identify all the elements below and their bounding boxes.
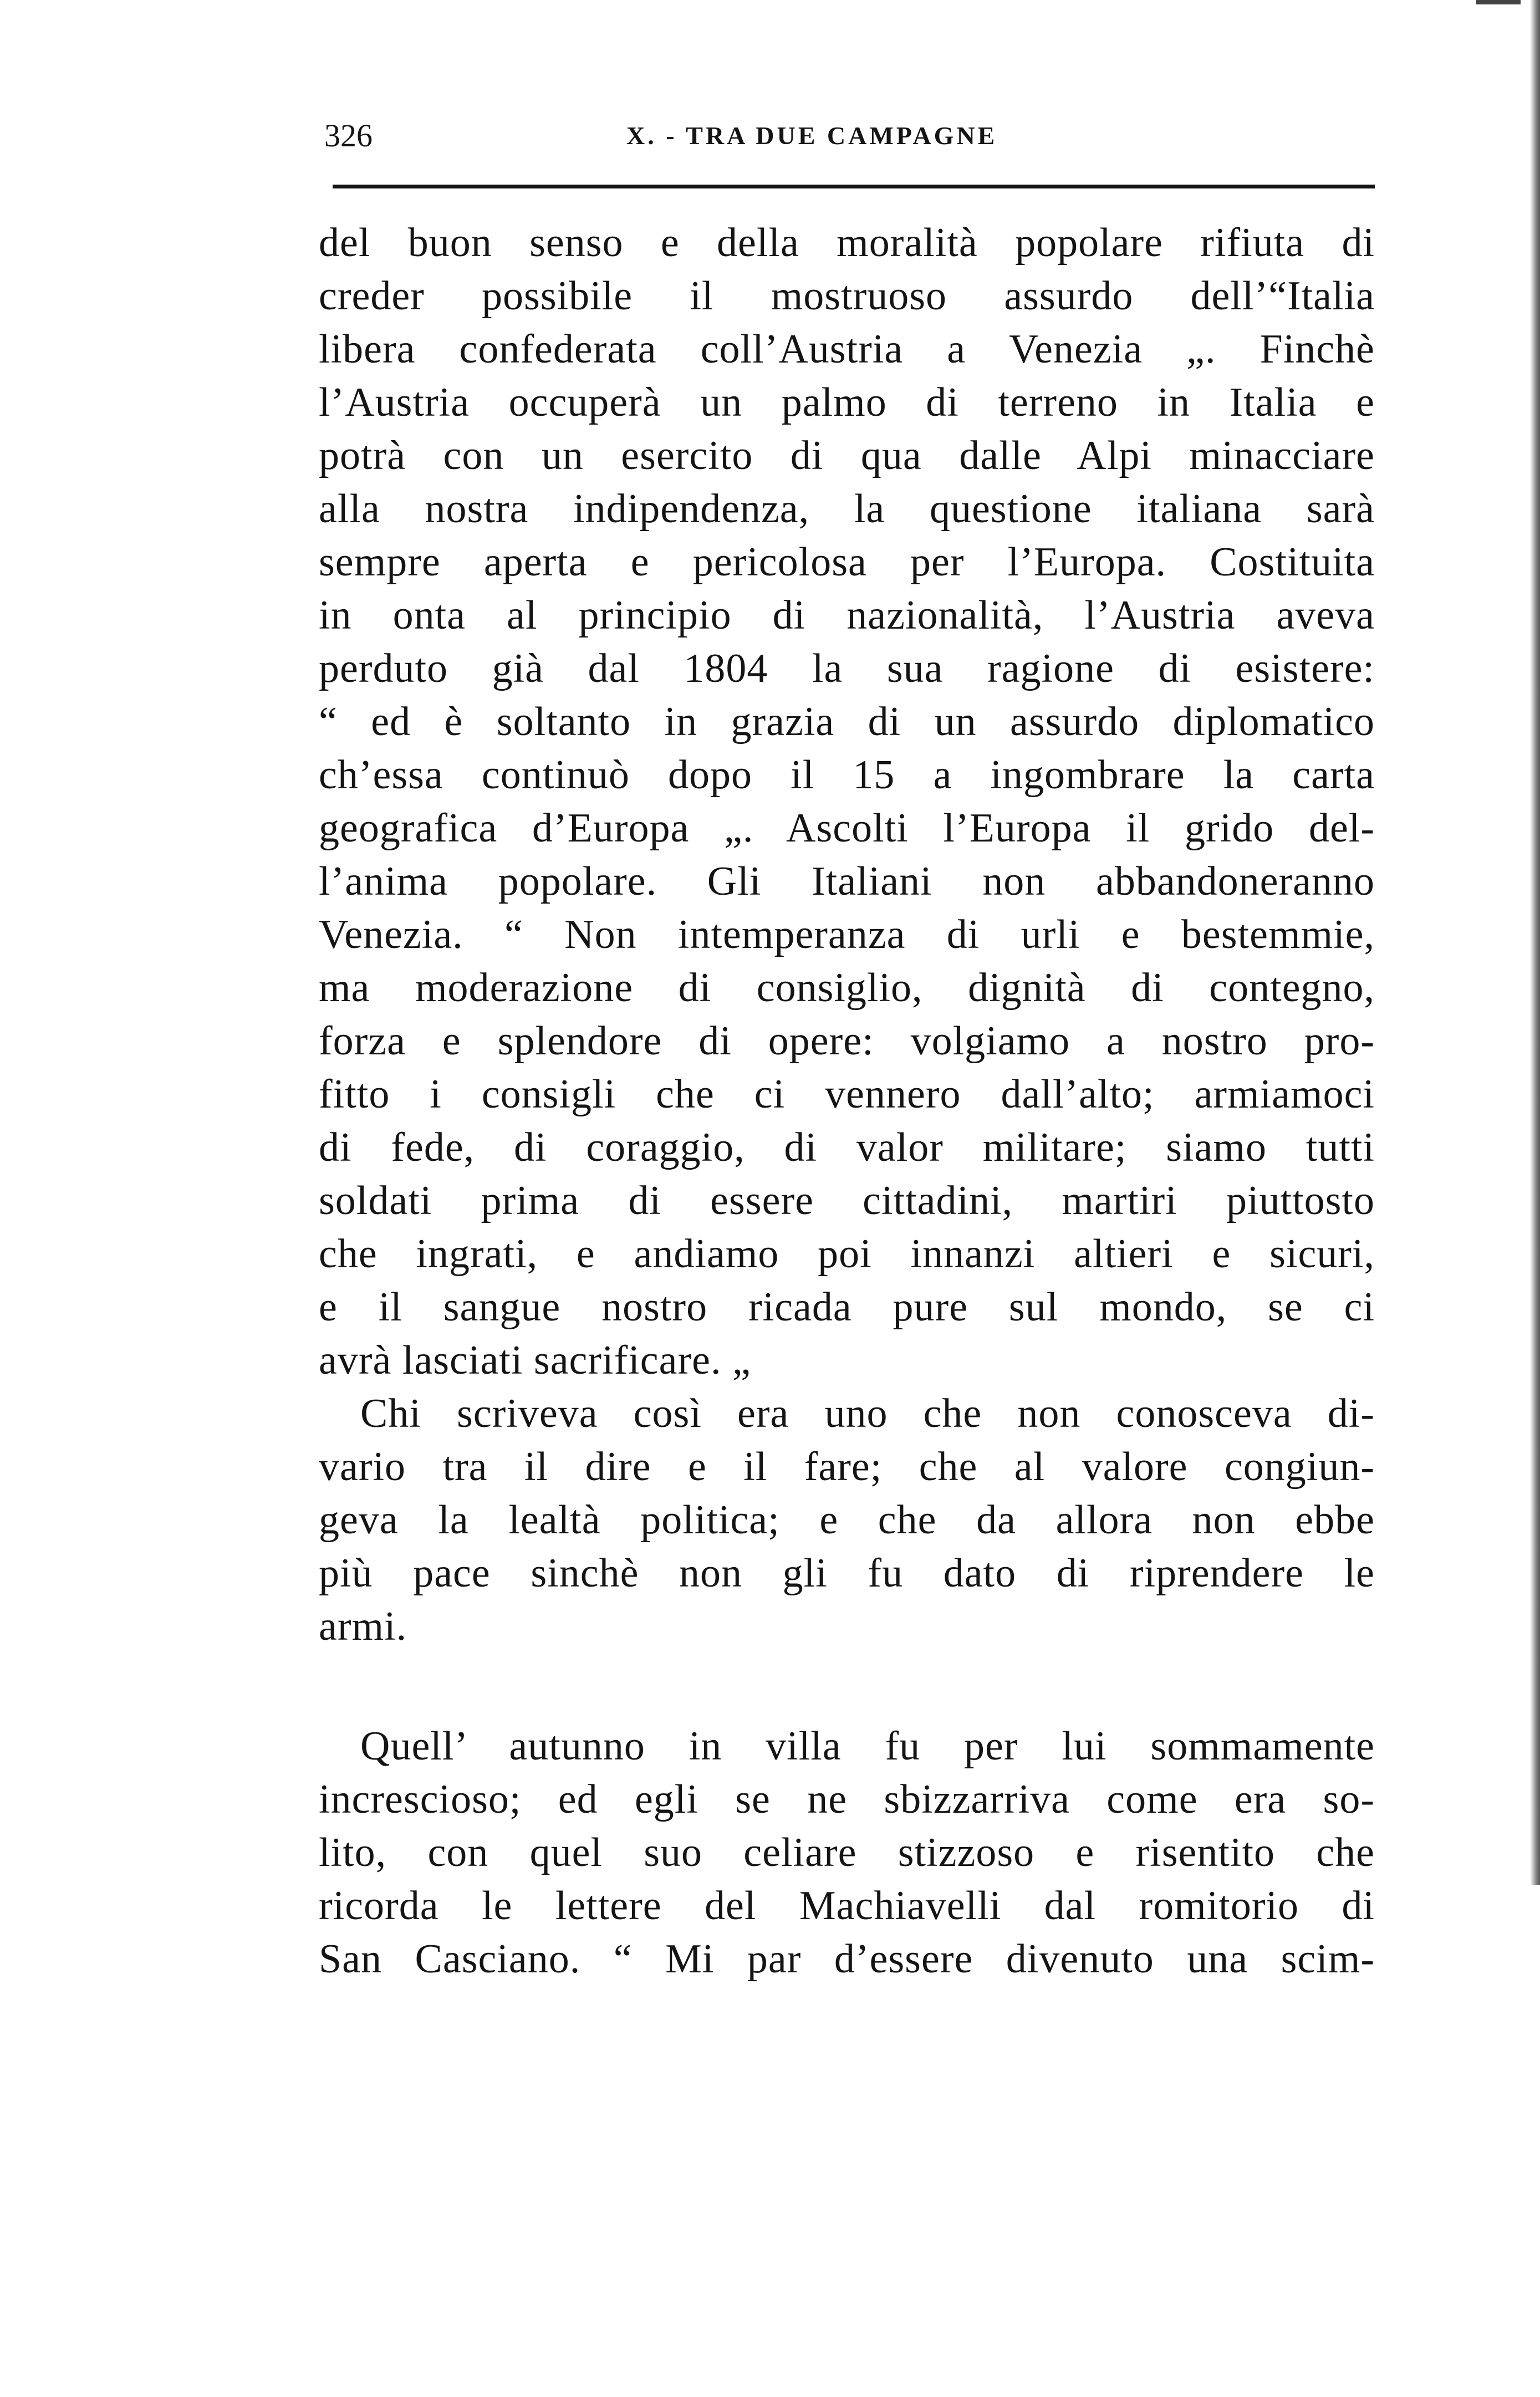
text-line: geografica d’Europa „. Ascolti l’Europa il grido del-: [319, 805, 1375, 851]
running-head: X. - TRA DUE CAMPAGNE: [626, 121, 998, 150]
text-line: ch’essa continuò dopo il 15 a ingombrare la carta: [319, 752, 1375, 798]
paragraph-2: [319, 1387, 1375, 1653]
text-line: l’Austria occuperà un palmo di terreno in Italia e: [319, 380, 1375, 425]
paragraph-gap: [319, 1653, 1375, 1720]
paragraph-1: [319, 216, 1375, 1387]
body-text: [319, 216, 1375, 1986]
page-header: [324, 114, 1378, 158]
text-line: increscioso; ed egli se ne sbizzarriva come era so-: [319, 1777, 1375, 1822]
text-line: vario tra il dire e il fare; che al valore congiun-: [319, 1444, 1375, 1490]
text-line: che ingrati, e andiamo poi innanzi altieri e sicuri,: [319, 1231, 1375, 1277]
text-line: del buon senso e della moralità popolare rifiuta di: [319, 220, 1375, 266]
text-line: San Casciano. “ Mi par d’essere divenuto una scim-: [319, 1936, 1375, 1982]
page-edge-shadow: [1530, 0, 1540, 1885]
text-line: alla nostra indipendenza, la questione italiana sarà: [319, 486, 1375, 532]
text-line: Chi scriveva così era uno che non conosceva di-: [360, 1391, 1375, 1436]
text-line: fitto i consigli che ci vennero dall’alto; armiamoci: [319, 1072, 1375, 1117]
text-line: l’anima popolare. Gli Italiani non abbandoneranno: [319, 859, 1375, 904]
text-line: creder possibile il mostruoso assurdo dell’“Italia: [319, 273, 1375, 319]
text-line: perduto già dal 1804 la sua ragione di esistere:: [319, 646, 1375, 691]
text-line: soldati prima di essere cittadini, martiri piuttosto: [319, 1178, 1375, 1223]
text-line: “ ed è soltanto in grazia di un assurdo diplomatico: [319, 699, 1375, 744]
text-line: forza e splendore di opere: volgiamo a nostro pro-: [319, 1018, 1375, 1064]
text-line: sempre aperta e pericolosa per l’Europa. Costituita: [319, 539, 1375, 585]
text-line: più pace sinchè non gli fu dato di riprendere le: [319, 1551, 1375, 1596]
text-line: avrà lasciati sacrificare. „: [319, 1338, 751, 1383]
text-line: Venezia. “ Non intemperanza di urli e bestemmie,: [319, 912, 1375, 957]
text-line: potrà con un esercito di qua dalle Alpi minacciare: [319, 433, 1375, 478]
page-number: 326: [324, 118, 373, 154]
paragraph-3: [319, 1720, 1375, 1986]
text-line: in onta al principio di nazionalità, l’Austria aveva: [319, 593, 1375, 638]
text-line: ricorda le lettere del Machiavelli dal romitorio di: [319, 1883, 1375, 1929]
text-line: e il sangue nostro ricada pure sul mondo, se ci: [319, 1284, 1375, 1330]
text-line: libera confederata coll’Austria a Venezia „. Finchè: [319, 327, 1375, 372]
text-line: lito, con quel suo celiare stizzoso e risentito che: [319, 1830, 1375, 1875]
text-line: armi.: [319, 1604, 407, 1649]
text-line: di fede, di coraggio, di valor militare; siamo tutti: [319, 1125, 1375, 1170]
text-line: geva la lealtà politica; e che da allora non ebbe: [319, 1497, 1375, 1543]
text-line: Quell’ autunno in villa fu per lui sommamente: [360, 1723, 1375, 1769]
header-rule: [333, 185, 1375, 188]
page-edge-tick: [1476, 0, 1521, 4]
text-line: ma moderazione di consiglio, dignità di contegno,: [319, 965, 1375, 1011]
